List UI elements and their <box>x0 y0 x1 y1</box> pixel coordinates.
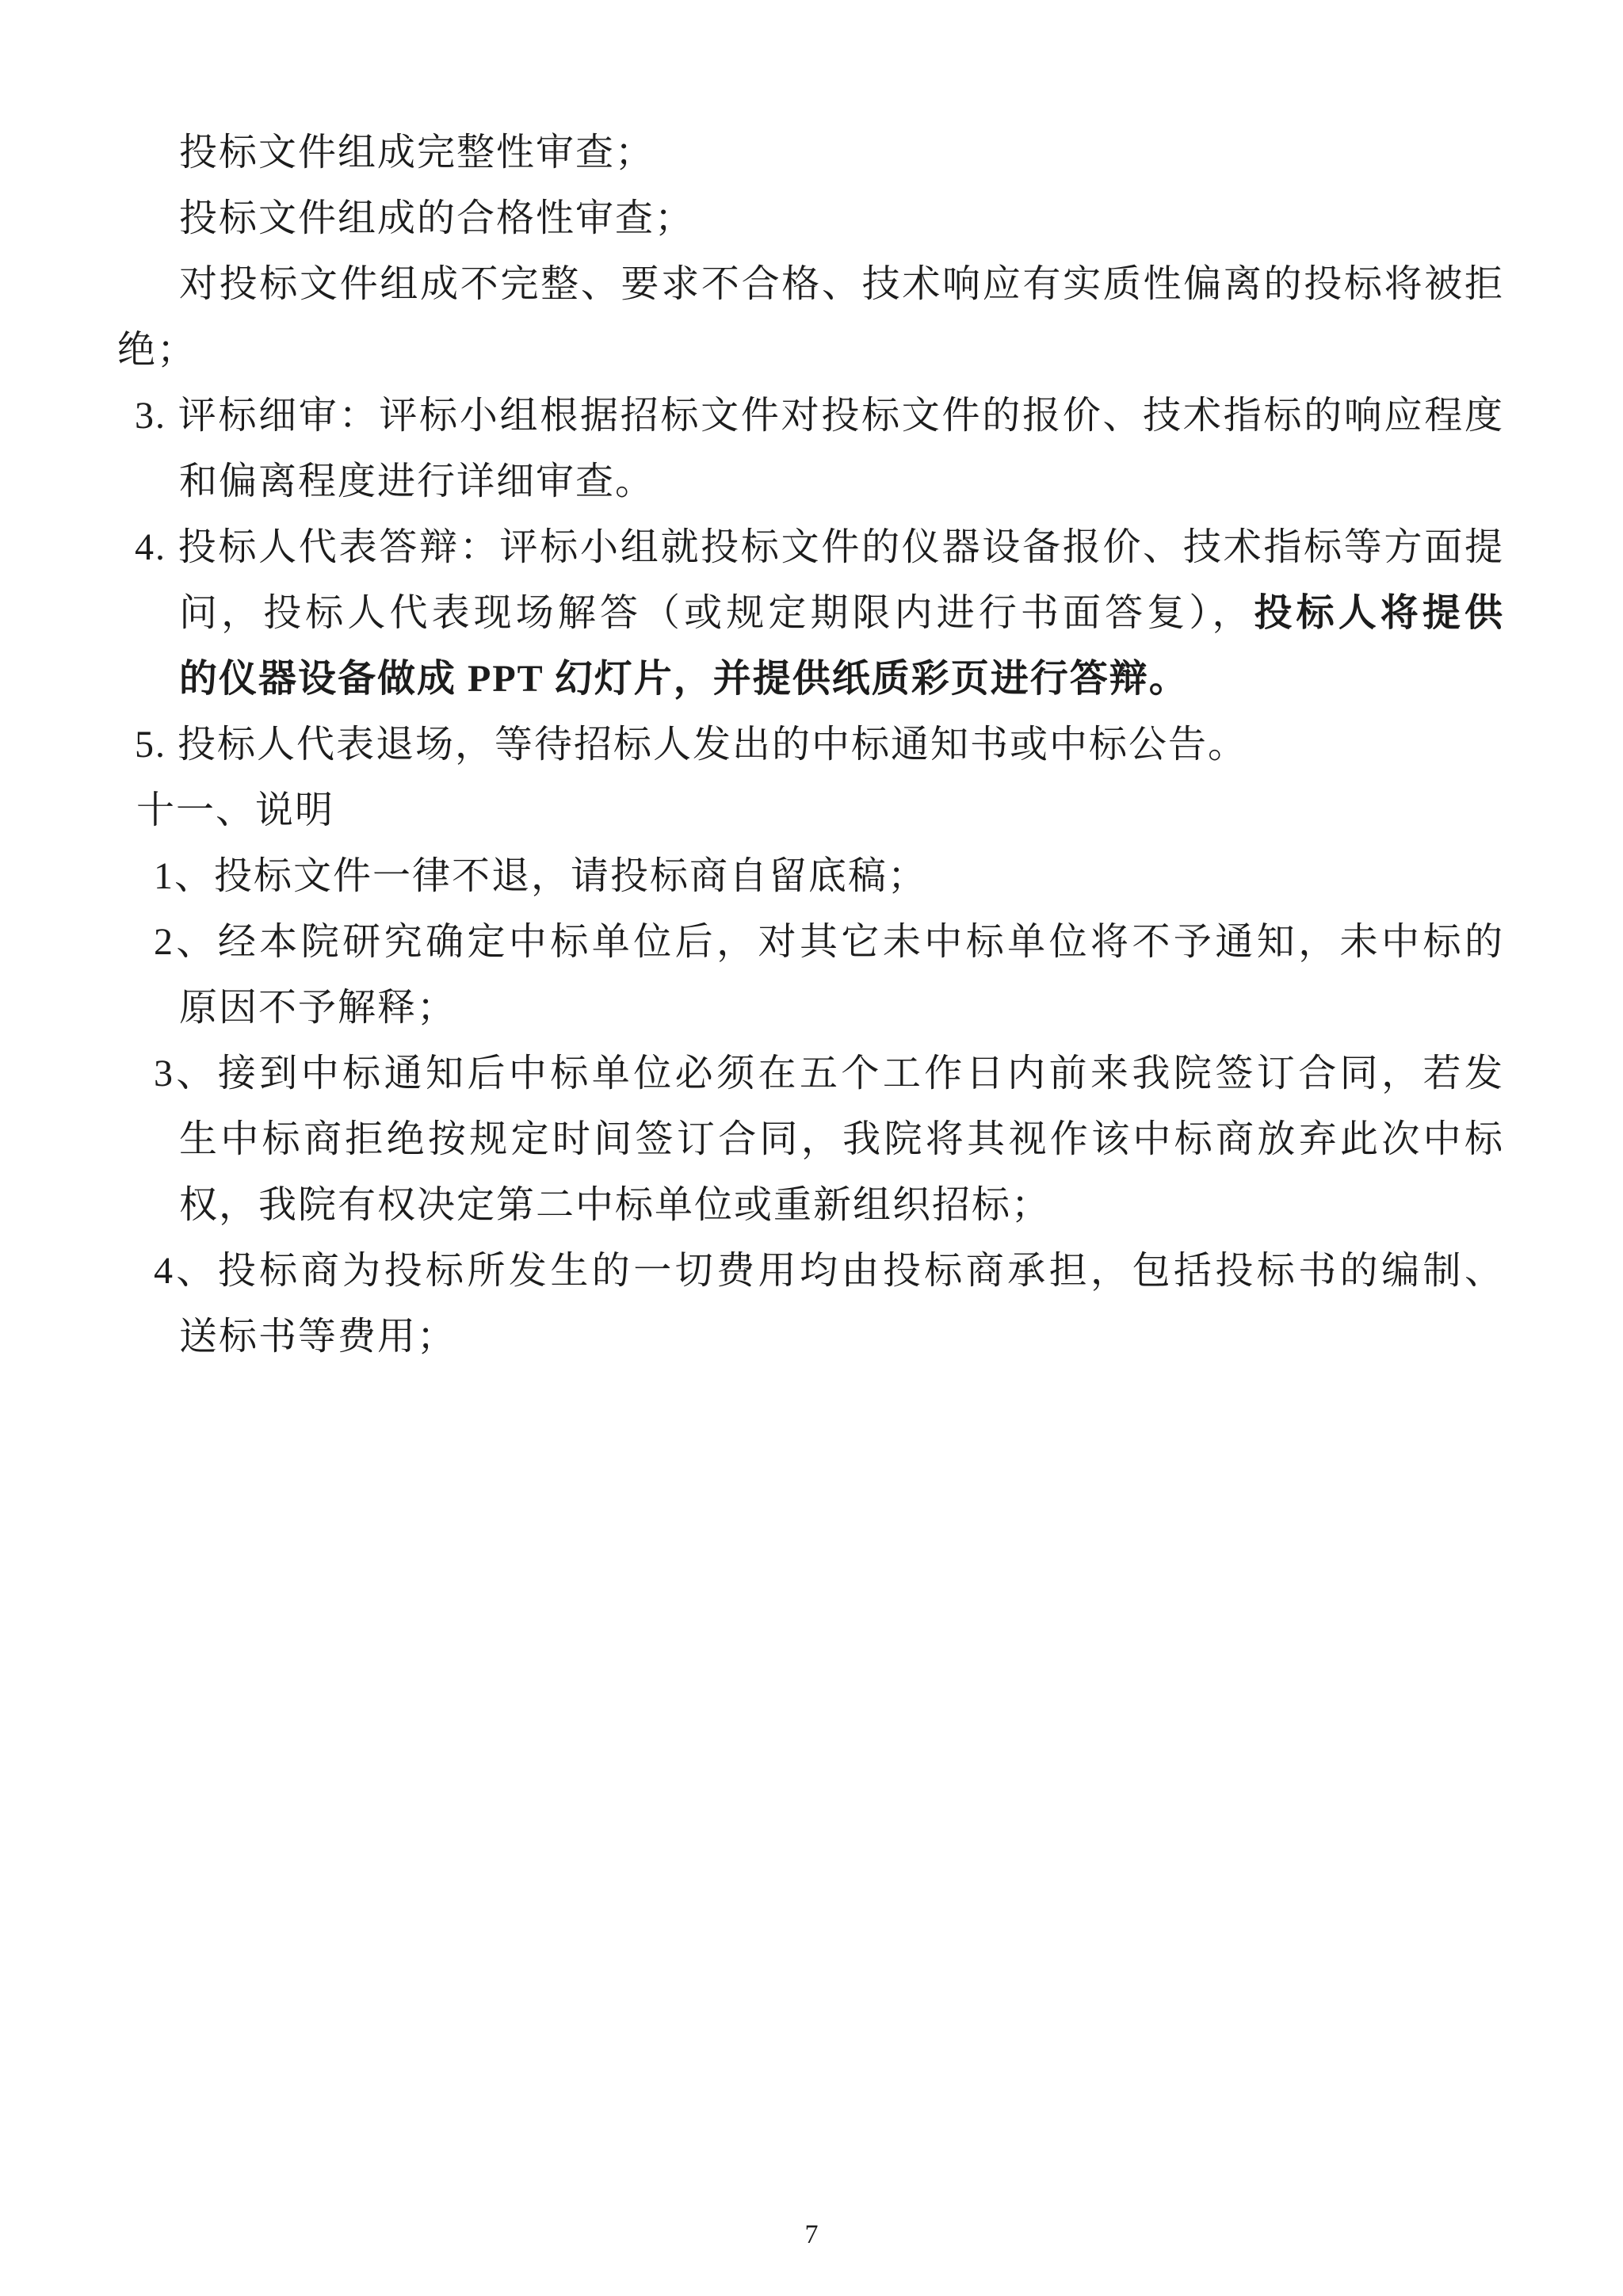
doc-line-sub-item <box>117 1041 1504 1106</box>
doc-line <box>117 449 1504 514</box>
doc-line <box>117 120 1504 185</box>
doc-line-numbered-item <box>117 514 1504 580</box>
doc-line-sub-item <box>117 1238 1504 1304</box>
doc-line-text: 和偏离程度进行详细审查。 <box>179 460 655 502</box>
doc-line <box>117 1106 1504 1172</box>
doc-line <box>117 1172 1504 1238</box>
doc-line-text: 3、接到中标通知后中标单位必须在五个工作日内前来我院签订合同，若发 <box>154 1052 1504 1095</box>
doc-line-text: 5. 投标人代表退场，等待招标人发出的中标通知书或中标公告。 <box>135 724 1248 766</box>
doc-line-text: 问，投标人代表现场解答（或规定期限内进行书面答复）， <box>179 592 1254 634</box>
doc-line-text: 2、经本院研究确定中标单位后，对其它未中标单位将不予通知，未中标的 <box>154 921 1504 963</box>
section-heading <box>117 777 1504 843</box>
doc-line-bold-text: 投标人将提供 <box>1254 592 1504 634</box>
doc-line-bold-text: 的仪器设备做成 PPT 幻灯片，并提供纸质彩页进行答辩。 <box>179 658 1189 700</box>
page-number: 7 <box>804 2220 819 2249</box>
doc-line-text: 投标文件组成的合格性审查； <box>179 197 695 239</box>
doc-line-text: 对投标文件组成不完整、要求不合格、技术响应有实质性偏离的投标将被拒 <box>179 263 1504 305</box>
document-body <box>117 120 1504 1370</box>
doc-line-text: 权，我院有权决定第二中标单位或重新组织招标； <box>179 1184 1052 1226</box>
doc-line <box>117 1304 1504 1370</box>
doc-line-text: 绝； <box>117 329 197 371</box>
doc-line-numbered-item <box>117 712 1504 777</box>
doc-line-text: 1、投标文件一律不退，请投标商自留底稿； <box>154 855 928 897</box>
section-heading-text: 十一、说明 <box>136 789 335 831</box>
doc-line-text: 3. 评标细审：评标小组根据招标文件对投标文件的报价、技术指标的响应程度 <box>135 395 1504 437</box>
doc-line-text: 4、投标商为投标所发生的一切费用均由投标商承担，包括投标书的编制、 <box>154 1250 1504 1292</box>
doc-line-text: 送标书等费用； <box>179 1316 457 1358</box>
doc-line-text: 4. 投标人代表答辩：评标小组就投标文件的仪器设备报价、技术指标等方面提 <box>135 526 1504 568</box>
doc-line-sub-item <box>117 843 1504 909</box>
doc-line <box>117 580 1504 646</box>
doc-line <box>117 185 1504 251</box>
page-footer <box>0 2218 1623 2252</box>
doc-line <box>117 251 1504 317</box>
doc-line-numbered-item <box>117 383 1504 449</box>
doc-line-sub-item <box>117 909 1504 975</box>
doc-line <box>117 975 1504 1041</box>
doc-line-text: 生中标商拒绝按规定时间签订合同，我院将其视作该中标商放弃此次中标 <box>179 1118 1504 1160</box>
doc-line <box>117 646 1504 712</box>
doc-line-text: 原因不予解释； <box>179 987 457 1029</box>
doc-line <box>117 317 1504 383</box>
doc-line-text: 投标文件组成完整性审查； <box>179 132 655 174</box>
